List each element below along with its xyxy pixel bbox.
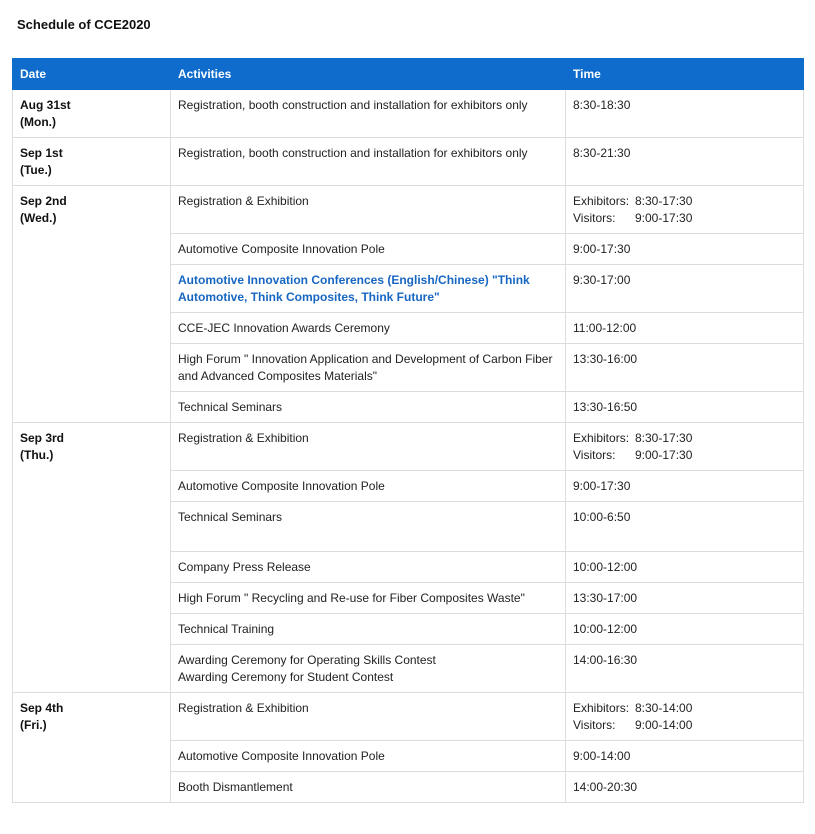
schedule-table	[12, 58, 804, 803]
time-value: 9:00-17:30	[573, 242, 631, 256]
time-value: 13:30-16:50	[573, 400, 638, 414]
visitors-time-value: 9:00-17:30	[635, 448, 693, 462]
activity-text: Technical Seminars	[178, 510, 283, 524]
activity-cell	[171, 583, 566, 614]
table-row	[13, 423, 804, 471]
visitors-time-line	[573, 717, 796, 734]
date-cell	[13, 138, 171, 186]
exhibitors-time-value: 8:30-17:30	[635, 431, 693, 445]
activity-cell	[171, 502, 566, 552]
time-value: 14:00-20:30	[573, 780, 638, 794]
time-cell	[566, 614, 804, 645]
visitors-time-line	[573, 210, 796, 227]
activity-cell	[171, 693, 566, 741]
exhibitors-time-value: 8:30-17:30	[635, 194, 693, 208]
exhibitors-time-line	[573, 193, 796, 210]
activity-cell	[171, 186, 566, 234]
activity-text: Awarding Ceremony for Operating Skills Contest	[178, 653, 436, 667]
activity-text: Automotive Composite Innovation Pole	[178, 479, 385, 493]
time-value: 8:30-21:30	[573, 146, 631, 160]
time-value: 14:00-16:30	[573, 653, 638, 667]
time-cell	[566, 265, 804, 313]
activity-text: Awarding Ceremony for Student Contest	[178, 670, 394, 684]
weekday-label: (Mon.)	[20, 115, 56, 129]
exhibitors-time-line	[573, 700, 796, 717]
table-row	[13, 90, 804, 138]
exhibitors-time-label: Exhibitors:	[573, 194, 630, 208]
date-cell	[13, 693, 171, 803]
time-cell	[566, 392, 804, 423]
time-cell	[566, 741, 804, 772]
activity-cell	[171, 90, 566, 138]
time-value: 8:30-18:30	[573, 98, 631, 112]
visitors-time-label: Visitors:	[573, 211, 616, 225]
activity-text: CCE-JEC Innovation Awards Ceremony	[178, 321, 390, 335]
activity-highlight-text: Automotive Innovation Conferences (English/Chinese) "Think Automotive, Think Composites, Think Future"	[178, 273, 530, 304]
activity-cell	[171, 645, 566, 693]
activity-cell	[171, 614, 566, 645]
activity-text: Technical Seminars	[178, 400, 283, 414]
time-cell	[566, 502, 804, 552]
time-value: 10:00-12:00	[573, 560, 638, 574]
table-row	[13, 693, 804, 741]
activity-cell	[171, 234, 566, 265]
activity-cell	[171, 772, 566, 803]
table-header-row	[13, 59, 804, 90]
date-label: Sep 3rd	[20, 431, 65, 445]
visitors-time-value: 9:00-17:30	[635, 211, 693, 225]
exhibitors-time-label: Exhibitors:	[573, 431, 630, 445]
time-cell	[566, 471, 804, 502]
column-header-time: Time	[566, 59, 804, 90]
time-cell	[566, 234, 804, 265]
time-value: 9:00-14:00	[573, 749, 631, 763]
date-cell	[13, 90, 171, 138]
time-cell	[566, 313, 804, 344]
column-header-date: Date	[13, 59, 171, 90]
time-value: 11:00-12:00	[573, 321, 637, 335]
activity-cell	[171, 552, 566, 583]
weekday-label: (Thu.)	[20, 448, 54, 462]
date-label: Aug 31st	[20, 98, 71, 112]
activity-text: Registration, booth construction and installation for exhibitors only	[178, 98, 528, 112]
activity-text: Automotive Composite Innovation Pole	[178, 749, 385, 763]
date-cell	[13, 423, 171, 693]
schedule-body	[13, 90, 804, 803]
table-row	[13, 186, 804, 234]
activity-text: High Forum " Innovation Application and Development of Carbon Fiber and Advanced Composites Materials"	[178, 352, 553, 383]
activity-cell	[171, 471, 566, 502]
activity-cell	[171, 392, 566, 423]
weekday-label: (Tue.)	[20, 163, 52, 177]
activity-text: Company Press Release	[178, 560, 311, 574]
activity-cell	[171, 265, 566, 313]
visitors-time-label: Visitors:	[573, 718, 616, 732]
activity-cell	[171, 313, 566, 344]
time-value: 9:30-17:00	[573, 273, 631, 287]
date-label: Sep 4th	[20, 701, 64, 715]
time-value: 10:00-6:50	[573, 510, 631, 524]
time-value: 13:30-17:00	[573, 591, 638, 605]
exhibitors-time-line	[573, 430, 796, 447]
time-cell	[566, 645, 804, 693]
activity-text: Registration & Exhibition	[178, 431, 309, 445]
activity-cell	[171, 423, 566, 471]
visitors-time-label: Visitors:	[573, 448, 616, 462]
time-cell	[566, 772, 804, 803]
time-cell	[566, 138, 804, 186]
time-cell	[566, 186, 804, 234]
time-value: 13:30-16:00	[573, 352, 638, 366]
time-cell	[566, 693, 804, 741]
activity-text: Booth Dismantlement	[178, 780, 293, 794]
weekday-label: (Fri.)	[20, 718, 47, 732]
time-cell	[566, 583, 804, 614]
column-header-activities: Activities	[171, 59, 566, 90]
activity-cell	[171, 138, 566, 186]
date-cell	[13, 186, 171, 423]
activity-text: Registration & Exhibition	[178, 701, 309, 715]
visitors-time-value: 9:00-14:00	[635, 718, 693, 732]
activity-cell	[171, 741, 566, 772]
activity-cell	[171, 344, 566, 392]
exhibitors-time-label: Exhibitors:	[573, 701, 630, 715]
date-label: Sep 2nd	[20, 194, 67, 208]
time-cell	[566, 552, 804, 583]
date-label: Sep 1st	[20, 146, 63, 160]
activity-text: Registration & Exhibition	[178, 194, 309, 208]
table-row	[13, 138, 804, 186]
exhibitors-time-value: 8:30-14:00	[635, 701, 693, 715]
time-cell	[566, 90, 804, 138]
time-value: 10:00-12:00	[573, 622, 638, 636]
time-cell	[566, 423, 804, 471]
visitors-time-line	[573, 447, 796, 464]
time-value: 9:00-17:30	[573, 479, 631, 493]
activity-text: Registration, booth construction and installation for exhibitors only	[178, 146, 528, 160]
activity-text: Technical Training	[178, 622, 275, 636]
time-cell	[566, 344, 804, 392]
weekday-label: (Wed.)	[20, 211, 57, 225]
activity-text: Automotive Composite Innovation Pole	[178, 242, 385, 256]
page-title: Schedule of CCE2020	[17, 17, 151, 32]
activity-text: High Forum " Recycling and Re-use for Fiber Composites Waste"	[178, 591, 525, 605]
